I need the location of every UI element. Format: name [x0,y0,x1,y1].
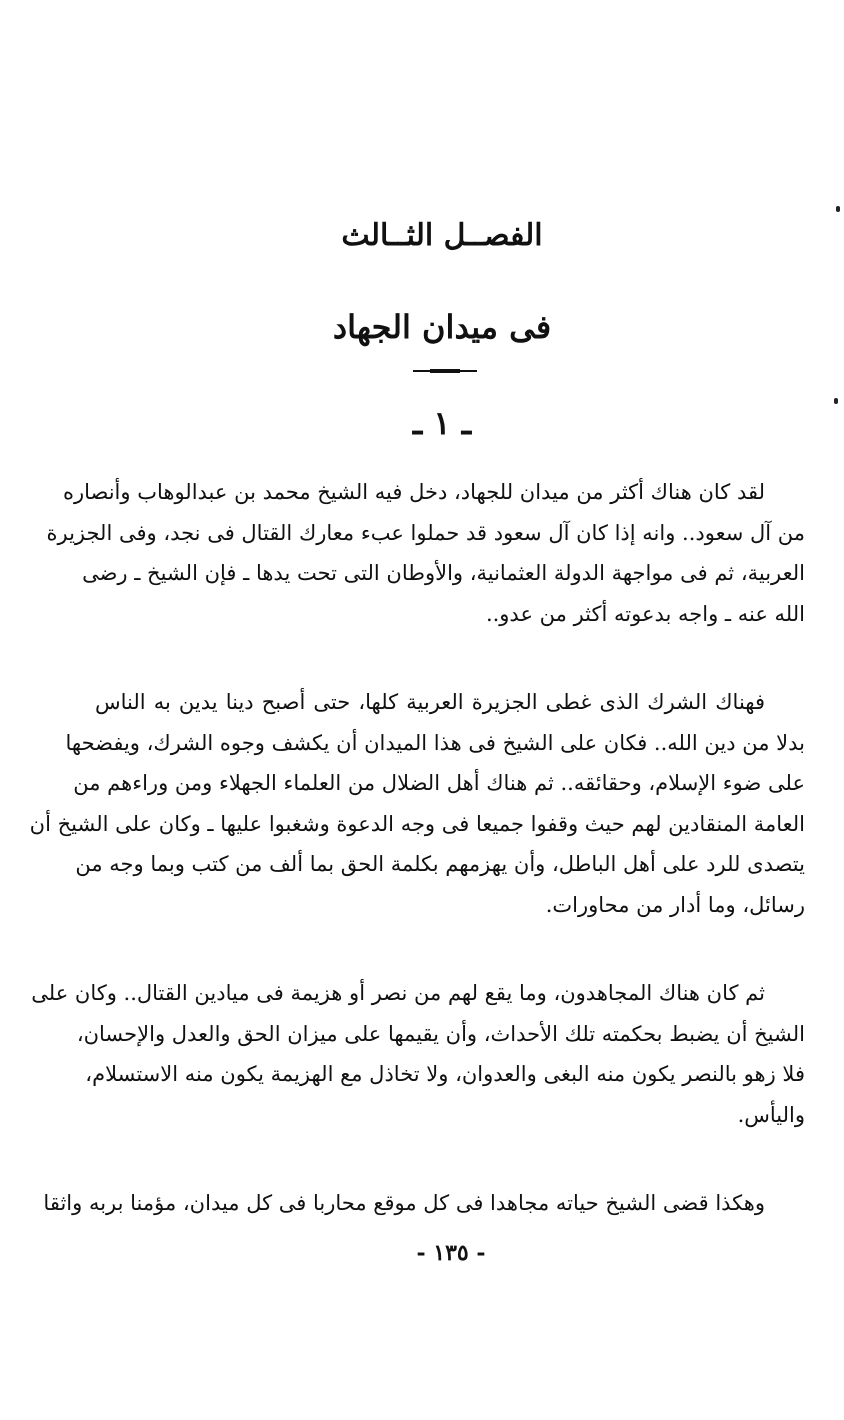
text-line: وهكذا قضى الشيخ حياته مجاهدا فى كل موقع محاربا فى كل ميدان، مؤمنا بربه واثقا [43,1191,765,1215]
text-line: ثم كان هناك المجاهدون، وما يقع لهم من نصر أو هزيمة فى ميادين القتال.. وكان على [31,981,765,1005]
paragraph [46,472,805,634]
text-line: لقد كان هناك أكثر من ميدان للجهاد، دخل فيه الشيخ محمد بن عبدالوهاب وأنصاره [62,480,765,504]
scan-speck [836,206,840,212]
paragraph [43,1183,805,1224]
section-number: ـ ١ ـ [412,404,472,442]
text-line: الشيخ أن يضبط بحكمته تلك الأحداث، وأن يقيمها على ميزان الحق والعدل والإحسان، [76,1021,805,1046]
text-line: العربية، ثم فى مواجهة الدولة العثمانية، والأوطان التى تحت يدها ـ فإن الشيخ ـ رضى [82,561,805,585]
paragraph [29,682,805,925]
paragraph [31,973,805,1135]
title-divider-accent [430,369,460,373]
text-line: واليأس. [737,1102,805,1127]
text-line: الله عنه ـ واجه بدعوته أكثر من عدو.. [485,601,805,626]
text-line: فهناك الشرك الذى غطى الجزيرة العربية كلها، حتى أصبح دينا يدين به الناس [95,690,765,714]
text-line: العامة المنقادين لهم حيث وقفوا جميعا فى وجه الدعوة وشغبوا عليها ـ وكان على الشيخ أن [29,811,805,836]
text-line: على ضوء الإسلام، وحقائقه.. ثم هناك أهل الضلال من العلماء الجهلاء ومن وراءهم من [73,771,805,795]
text-line: فلا زهو بالنصر يكون منه البغى والعدوان، ولا تخاذل مع الهزيمة يكون منه الاستسلام، [85,1062,805,1086]
chapter-title: الفصــل الثــالث [341,218,543,253]
section-title: فى ميدان الجهاد [332,308,552,346]
text-line: رسائل، وما أدار من محاورات. [545,892,805,917]
body-text [29,472,805,1272]
text-line: يتصدى للرد على أهل الباطل، وأن يهزمهم بكلمة الحق بما ألف من كتب وبما وجه من [75,852,805,876]
text-line: بدلا من دين الله.. فكان على الشيخ فى هذا الميدان أن يكشف وجوه الشرك، ويفضحها [65,730,805,755]
page-number: - ١٣٥ - [416,1240,486,1266]
text-line: من آل سعود.. وانه إذا كان آل سعود قد حملوا عبء معارك القتال فى نجد، وفى الجزيرة [46,520,805,545]
